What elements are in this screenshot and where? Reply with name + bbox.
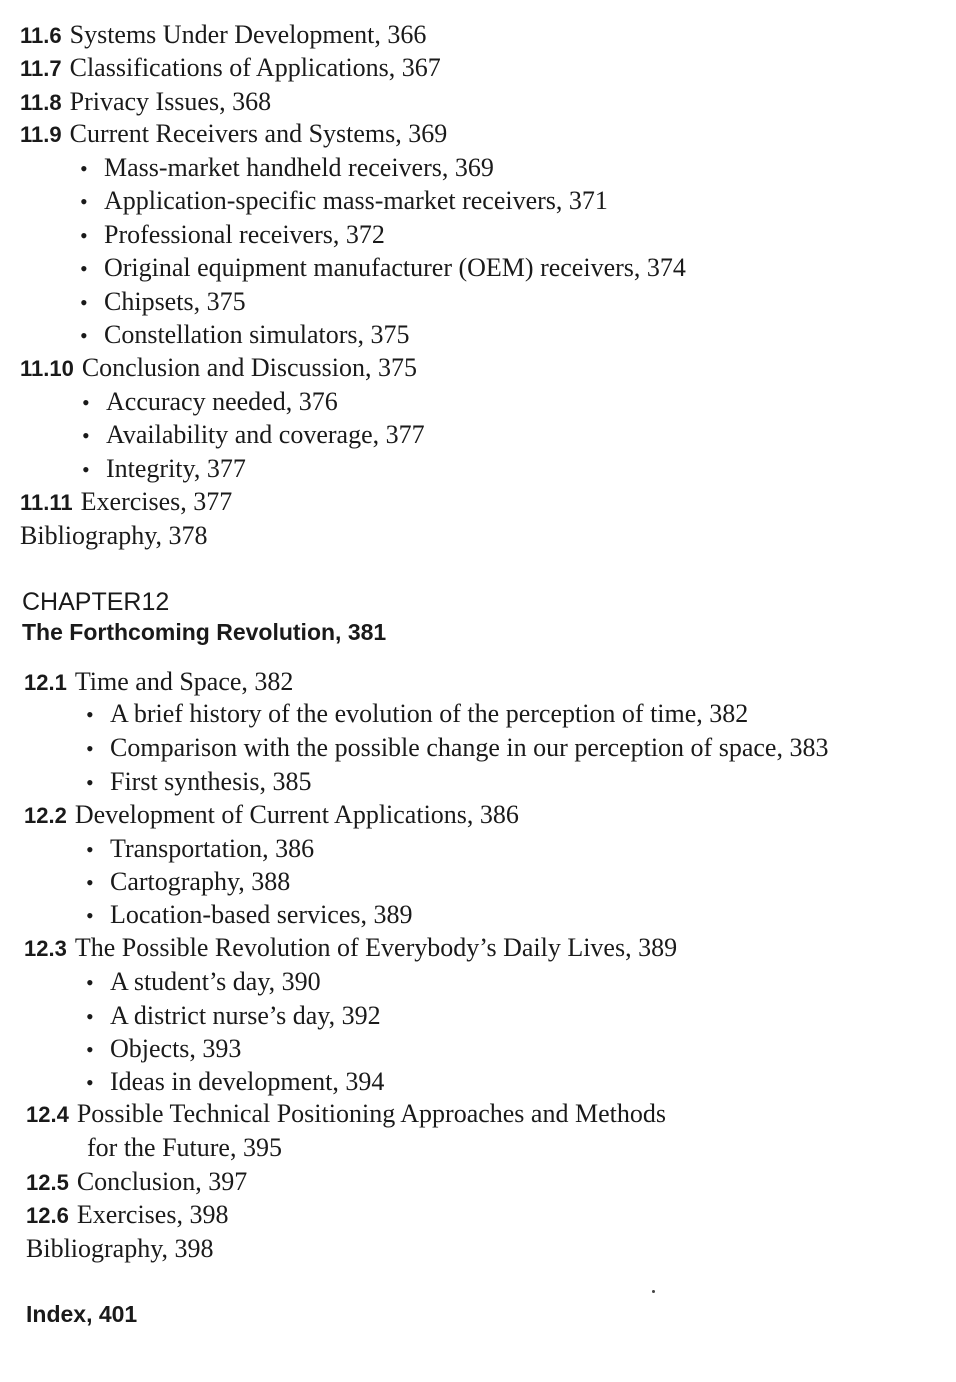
toc-bibliography-11: Bibliography, 378	[20, 521, 208, 550]
section-number: 12.6	[26, 1203, 69, 1228]
bullet-glyph: •	[80, 290, 88, 315]
toc-bullet-item	[86, 699, 748, 730]
section-number: 11.6	[20, 23, 62, 48]
bullet-glyph: •	[80, 256, 88, 281]
section-title: Time and Space, 382	[74, 667, 294, 696]
section-title: Exercises, 398	[76, 1200, 229, 1229]
bullet-text: A student’s day, 390	[110, 967, 321, 996]
toc-bullet-item	[86, 967, 321, 998]
section-number: 12.3	[24, 936, 67, 961]
bullet-glyph: •	[86, 903, 94, 928]
bullet-glyph: •	[86, 736, 94, 761]
bullet-text: Ideas in development, 394	[110, 1067, 385, 1096]
bullet-text: Professional receivers, 372	[104, 220, 385, 249]
section-title: Classifications of Applications, 367	[69, 53, 441, 82]
bullet-text: Mass-market handheld receivers, 369	[104, 153, 494, 182]
section-number: 12.1	[24, 670, 67, 695]
chapter-label: CHAPTER12	[22, 588, 170, 616]
toc-bullet-item	[80, 287, 246, 318]
toc-bullet-item	[82, 420, 425, 451]
toc-bullet-item	[80, 253, 686, 284]
section-title: Conclusion, 397	[76, 1167, 248, 1196]
bullet-glyph: •	[86, 1004, 94, 1029]
bullet-text: Integrity, 377	[106, 454, 246, 483]
toc-entry-11-11	[20, 487, 232, 518]
bullet-glyph: •	[80, 323, 88, 348]
toc-entry-12-2	[24, 800, 519, 831]
bullet-glyph: •	[86, 870, 94, 895]
bullet-glyph: •	[86, 1037, 94, 1062]
bullet-glyph: •	[86, 770, 94, 795]
bullet-glyph: •	[82, 457, 90, 482]
section-number: 11.9	[20, 122, 62, 147]
toc-entry-12-4	[26, 1099, 666, 1130]
toc-bullet-item	[82, 387, 338, 418]
bullet-text: Comparison with the possible change in our perception of space, 383	[110, 733, 829, 762]
section-title: Current Receivers and Systems, 369	[69, 119, 448, 148]
toc-bullet-item	[86, 900, 413, 931]
section-number: 11.7	[20, 56, 62, 81]
section-number: 12.2	[24, 803, 67, 828]
section-number: 12.4	[26, 1102, 69, 1127]
bullet-glyph: •	[86, 1070, 94, 1095]
bullet-glyph: •	[86, 970, 94, 995]
toc-bullet-item	[86, 733, 828, 764]
toc-bibliography-12: Bibliography, 398	[26, 1234, 214, 1263]
section-number: 12.5	[26, 1170, 69, 1195]
bullet-text: Location-based services, 389	[110, 900, 413, 929]
bullet-glyph: •	[82, 423, 90, 448]
toc-entry-11-6	[20, 20, 426, 51]
toc-bullet-item	[86, 867, 290, 898]
toc-bullet-item	[80, 186, 608, 217]
section-title: Conclusion and Discussion, 375	[81, 353, 417, 382]
bullet-text: Accuracy needed, 376	[106, 387, 338, 416]
bullet-glyph: •	[82, 390, 90, 415]
bullet-glyph: •	[80, 156, 88, 181]
bullet-text: A district nurse’s day, 392	[110, 1001, 381, 1030]
bullet-text: Constellation simulators, 375	[104, 320, 410, 349]
section-title: Privacy Issues, 368	[69, 87, 272, 116]
toc-bullet-item	[86, 767, 312, 798]
toc-bullet-item	[80, 320, 410, 351]
toc-entry-11-7	[20, 53, 441, 84]
toc-entry-11-8	[20, 87, 271, 118]
toc-entry-12-3	[24, 933, 677, 964]
bullet-glyph: •	[86, 702, 94, 727]
toc-bullet-item	[82, 454, 246, 485]
section-title: Development of Current Applications, 386	[74, 800, 519, 829]
section-number: 11.10	[20, 356, 74, 381]
toc-entry-11-10	[20, 353, 417, 384]
section-title: The Possible Revolution of Everybody’s Daily Lives, 389	[74, 933, 678, 962]
section-number: 11.8	[20, 90, 62, 115]
bullet-text: Application-specific mass-market receivers, 371	[104, 186, 608, 215]
bullet-text: First synthesis, 385	[110, 767, 312, 796]
bullet-text: Objects, 393	[110, 1034, 242, 1063]
bullet-text: Original equipment manufacturer (OEM) receivers, 374	[104, 253, 686, 282]
toc-bullet-item	[86, 1067, 384, 1098]
bullet-glyph: •	[80, 223, 88, 248]
toc-entry-12-6	[26, 1200, 228, 1231]
section-title: Exercises, 377	[80, 487, 233, 516]
chapter-title: The Forthcoming Revolution, 381	[22, 619, 387, 645]
bullet-text: Cartography, 388	[110, 867, 291, 896]
scan-speck	[652, 1290, 655, 1293]
bullet-text: Availability and coverage, 377	[106, 420, 425, 449]
bullet-text: A brief history of the evolution of the perception of time, 382	[110, 699, 749, 728]
toc-index: Index, 401	[26, 1301, 138, 1327]
bullet-glyph: •	[80, 189, 88, 214]
toc-entry-12-5	[26, 1167, 247, 1198]
toc-bullet-item	[86, 1034, 241, 1065]
toc-entry-12-4-continued: for the Future, 395	[87, 1133, 282, 1162]
toc-bullet-item	[86, 834, 314, 865]
section-title: Systems Under Development, 366	[69, 20, 427, 49]
bullet-text: Transportation, 386	[110, 834, 315, 863]
toc-entry-12-1	[24, 667, 293, 698]
section-title: Possible Technical Positioning Approaches and Methods	[76, 1099, 666, 1128]
bullet-text: Chipsets, 375	[104, 287, 246, 316]
toc-bullet-item	[80, 220, 385, 251]
section-number: 11.11	[20, 490, 73, 515]
toc-bullet-item	[80, 153, 494, 184]
toc-entry-11-9	[20, 119, 447, 150]
toc-bullet-item	[86, 1001, 381, 1032]
bullet-glyph: •	[86, 837, 94, 862]
